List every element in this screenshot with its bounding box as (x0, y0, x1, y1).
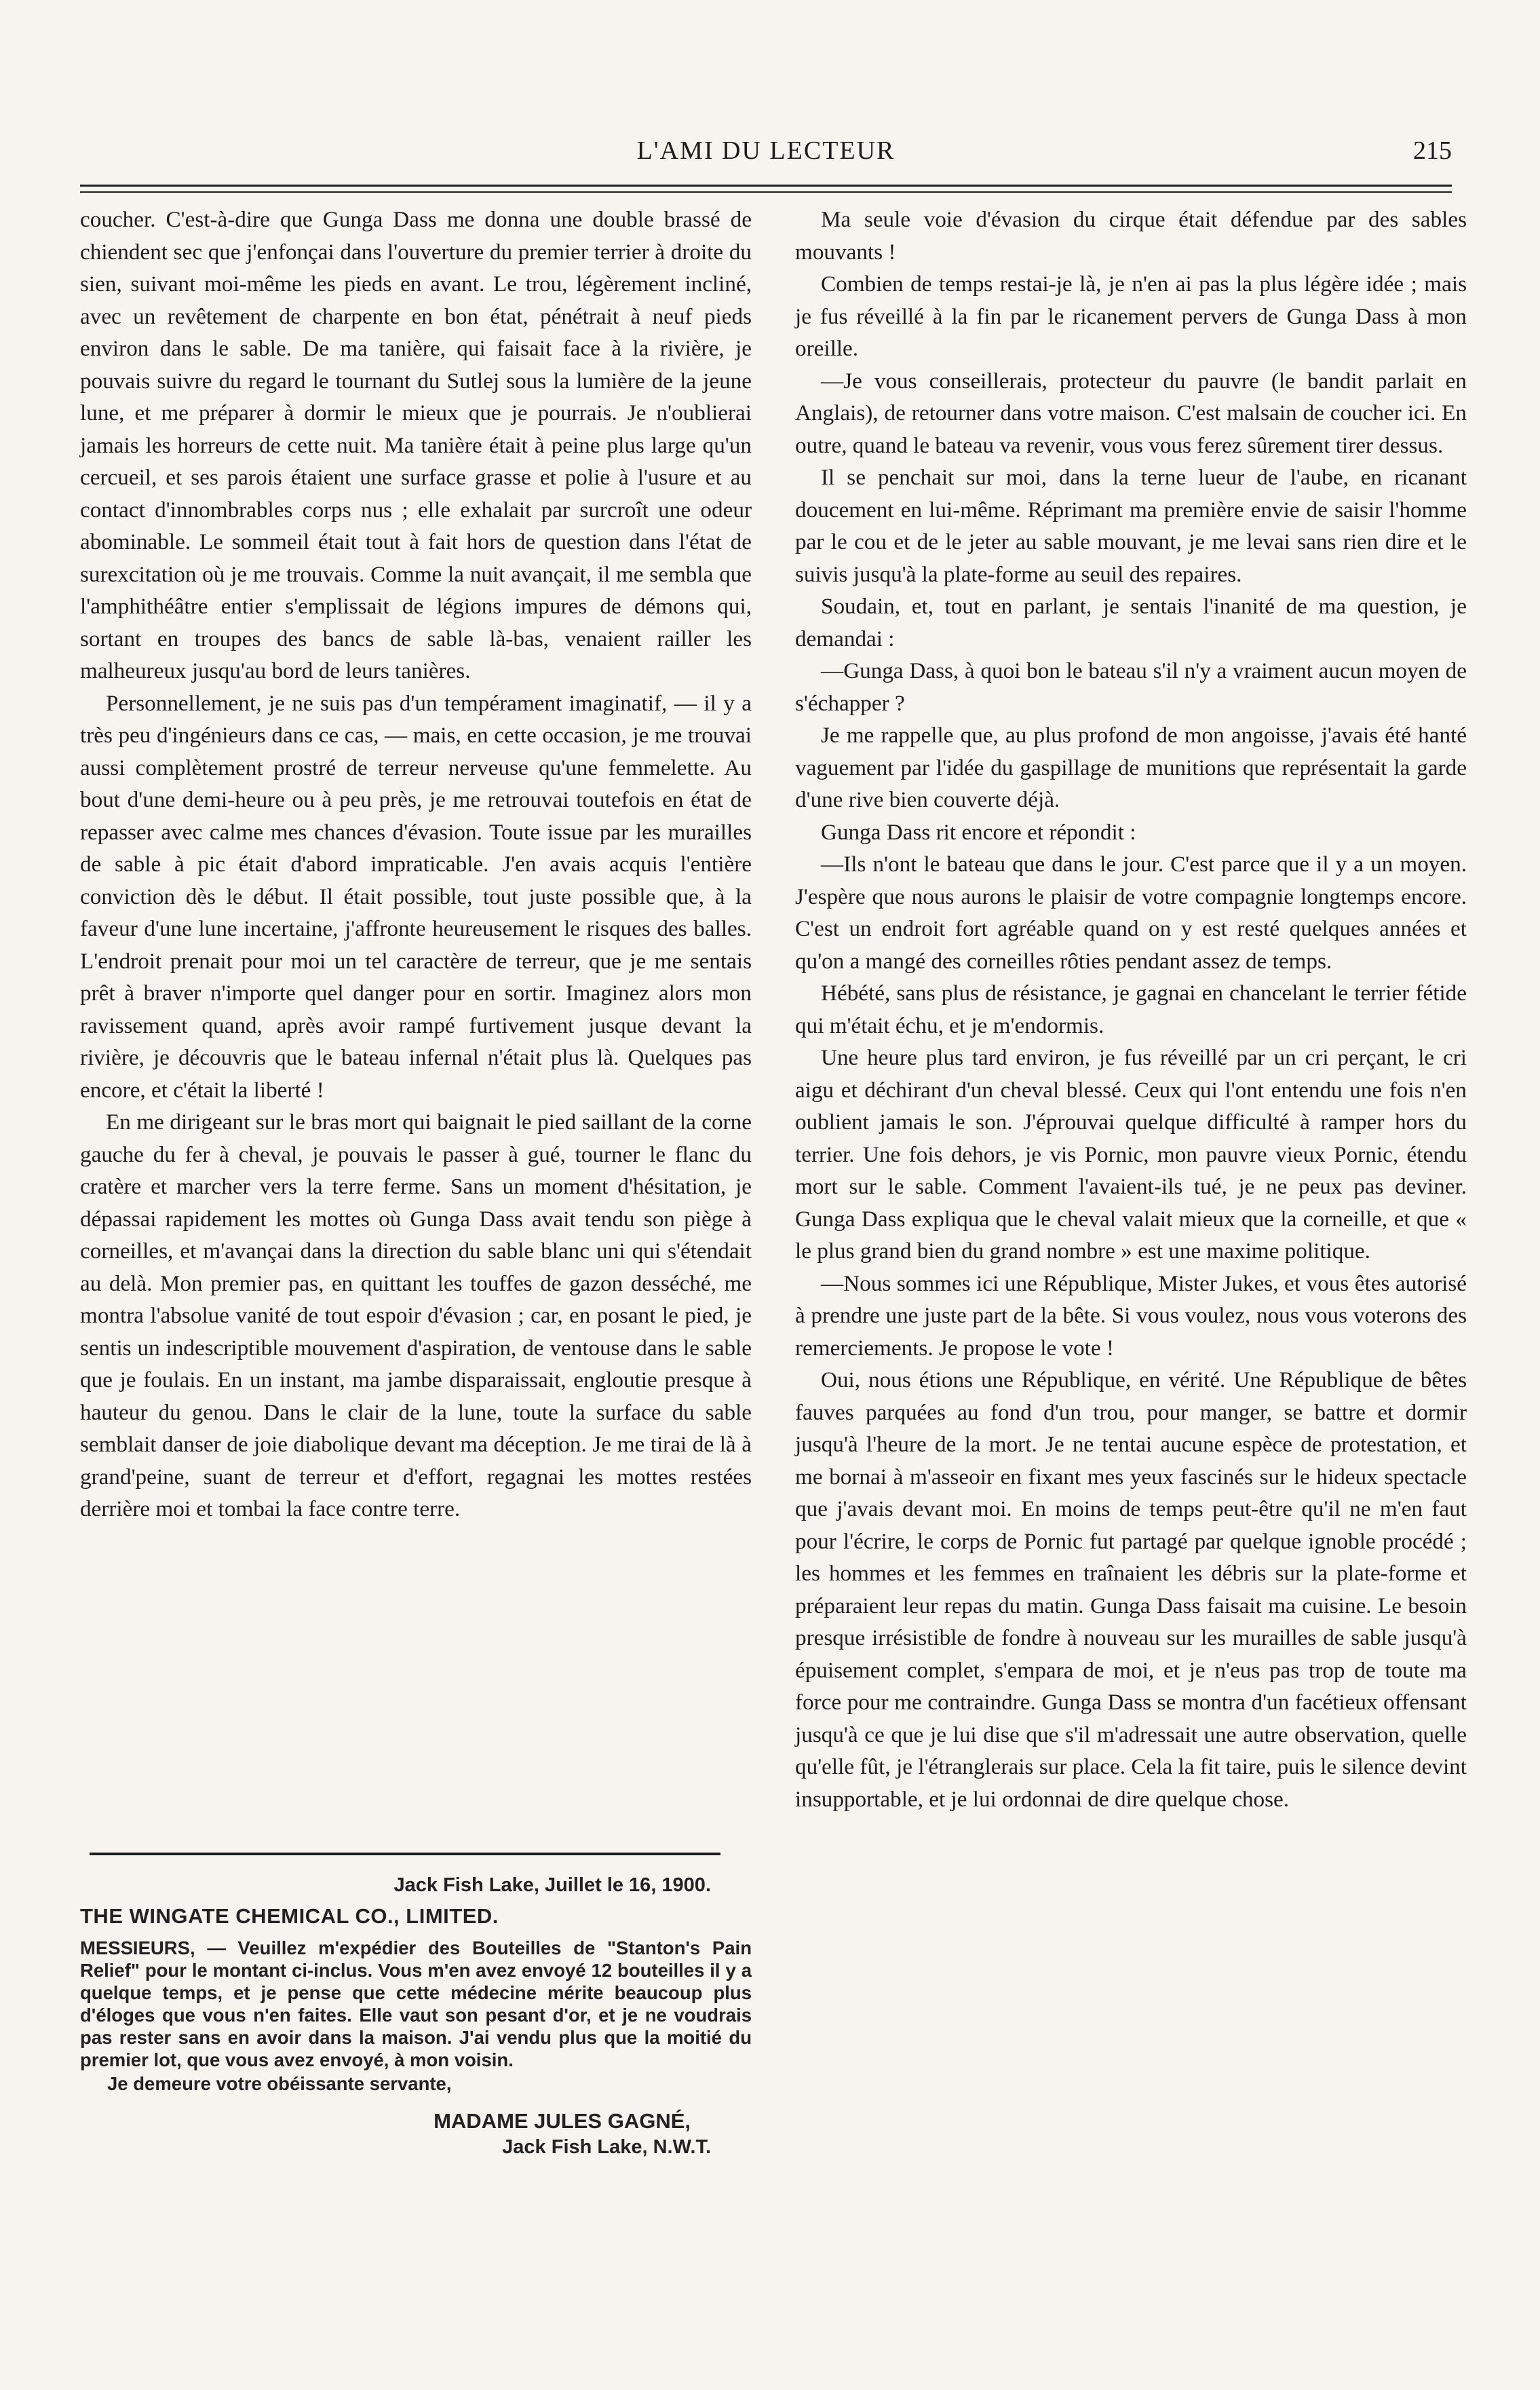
paragraph: —Ils n'ont le bateau que dans le jour. C'est parce que il y a un moyen. J'espère que nous aurons le plaisir de votre compagnie longtemps encore. C'est un endroit fort agréable quand on y est resté quelques années et qu'on a mangé des corneilles rôties pendant assez de temps. (795, 852, 1467, 974)
paragraph: En me dirigeant sur le bras mort qui baignait le pied saillant de la corne gauche du fer à cheval, je pouvais le passer à gué, tourner le flanc du cratère et marcher vers la terre ferme. Sans un moment d'hésitation, je dépassai rapidement les mottes où Gunga Dass avait tendu son piège à corneilles, et m'avançai dans la direction du sable blanc uni qui s'étendait au delà. Mon premier pas, en quittant les touffes de gazon desséché, me montra l'absolue vanité de tout espoir d'évasion ; car, en posant le pied, je sentis un indescriptible mouvement d'aspiration, de ventouse dans le sable que je foulais. En un instant, ma jambe disparaissait, engloutie presque à hauteur du genou. Dans le clair de la lune, toute la surface du sable semblait danser de joie diabolique devant ma déception. Je me tirai de là à grand'peine, suant de terreur et d'effort, regagnai les mottes restées derrière moi et tombai la face contre terre. (80, 1109, 752, 1521)
ad-letter-body: MESSIEURS, — Veuillez m'expédier des Bouteilles de "Stanton's Pain Relief" pour le montant ci-inclus. Vous m'en avez envoyé 12 bouteilles il y a quelque temps, et je pense que cette médecine mérite beaucoup plus d'éloges que vous n'en faites. Elle vaut son pesant d'or, et je ne voudrais pas rester sans en avoir dans la maison. J'ai vendu plus que la moitié du premier lot, que vous avez envoyé, à mon voisin. (80, 1937, 752, 2070)
header-rule-thick (80, 185, 1452, 187)
ad-place-date: Jack Fish Lake, Juillet le 16, 1900. (393, 1874, 711, 1896)
paragraph: Soudain, et, tout en parlant, je sentais l'inanité de ma question, je demandai : (795, 594, 1467, 651)
header-rule-thin (80, 191, 1452, 193)
right-column (795, 204, 1467, 1815)
paragraph: Hébété, sans plus de résistance, je gagnai en chancelant le terrier fétide qui m'était échu, et je m'endormis. (795, 981, 1467, 1038)
paragraph: coucher. C'est-à-dire que Gunga Dass me donna une double brassé de chiendent sec que j'enfonçai dans l'ouverture du premier terrier à droite du sien, suivant moi-même les pieds en avant. Le trou, légèrement incliné, avec un revêtement de charpente en bon état, pénétrait à neuf pieds environ dans le sable. De ma tanière, qui faisait face à la rivière, je pouvais suivre du regard le tournant du Sutlej sous la lumière de la jeune lune, et me préparer à dormir le mieux que je pourrais. Je n'oublierai jamais les horreurs de cette nuit. Ma tanière était à peine plus large qu'un cercueil, et ses parois étaient une surface grasse et polie à l'usure et au contact d'innombrables corps nus ; elle exhalait par surcroît une odeur abominable. Le sommeil était tout à fait hors de question dans l'état de surexcitation où je me trouvais. Comme la nuit avançait, il me sembla que l'amphithéâtre entier s'emplissait de légions impures de démons qui, sortant en troupes des bancs de sable là-bas, venaient railler les malheureux jusqu'au bord de leurs tanières. (80, 207, 752, 683)
paragraph: —Je vous conseillerais, protecteur du pauvre (le bandit parlait en Anglais), de retourner dans votre maison. C'est malsain de coucher ici. En outre, quand le bateau va revenir, vous vous ferez sûrement tirer dessus. (795, 368, 1467, 458)
paragraph: Oui, nous étions une République, en vérité. Une République de bêtes fauves parquées au fond d'un trou, pour manger, se battre et dormir jusqu'à l'heure de la mort. Je ne tentai aucune espèce de protestation, et me bornai à m'asseoir en fixant mes yeux fascinés sur le hideux spectacle que j'avais devant moi. En moins de temps peut-être qu'il ne m'en faut pour l'écrire, le corps de Pornic fut partagé par quelque ignoble procédé ; les hommes et les femmes en traînaient les débris sur la plate-forme et préparaient leur repas du matin. Gunga Dass faisait ma cuisine. Le besoin presque irrésistible de fondre à nouveau sur les murailles de sable jusqu'à épuisement complet, s'empara de moi, et je n'eus pas trop de toute ma force pour me contraindre. Gunga Dass se montra d'un facétieux offensant jusqu'à ce que je lui dise que s'il m'adressait une autre observation, quelle qu'elle fût, je l'étranglerais sur place. Cela la fit taire, puis le silence devint insupportable, et je lui ordonnai de dire quelque chose. (795, 1367, 1467, 1812)
ad-signer-place: Jack Fish Lake, N.W.T. (502, 2136, 711, 2158)
paragraph: Une heure plus tard environ, je fus réveillé par un cri perçant, le cri aigu et déchirant d'un cheval blessé. Ceux qui l'ont entendu une fois n'en oublient jamais le son. J'éprouvai quelque difficulté à ramper hors du terrier. Une fois dehors, je vis Pornic, mon pauvre vieux Pornic, étendu mort sur le sable. Comment l'avaient-ils tué, je ne peux pas deviner. Gunga Dass expliqua que le cheval valait mieux que la corneille, et que « le plus grand bien du grand nombre » est une maxime politique. (795, 1045, 1467, 1264)
ad-signer: MADAME JULES GAGNÉ, (434, 2109, 691, 2133)
advertisement (80, 1874, 752, 2159)
paragraph: Personnellement, je ne suis pas d'un tempérament imaginatif, — il y a très peu d'ingénieurs dans ce cas, — mais, en cette occasion, je me trouvai aussi complètement prostré de terreur nerveuse qu'une femmelette. Au bout d'une demi-heure ou à peu près, je me retrouvai toutefois en état de repasser avec calme mes chances d'évasion. Toute issue par les murailles de sable à pic était d'abord impraticable. J'en avais acquis l'entière conviction dès le début. Il était possible, tout juste possible que, à la faveur d'une lune incertaine, j'affronte heureusement le risques des balles. L'endroit prenait pour moi un tel caractère de terreur, que je me sentais prêt à braver n'importe quel danger pour en sortir. Imaginez alors mon ravissement quand, après avoir rampé furtivement jusque devant la rivière, je découvris que le bateau infernal n'était plus là. Quelques pas encore, et c'était la liberté ! (80, 690, 752, 1103)
paragraph: —Nous sommes ici une République, Mister Jukes, et vous êtes autorisé à prendre une juste part de la bête. Si vous voulez, nous vous voterons des remerciements. Je propose le vote ! (795, 1270, 1467, 1361)
ad-company: THE WINGATE CHEMICAL CO., LIMITED. (80, 1904, 499, 1928)
paragraph: Ma seule voie d'évasion du cirque était défendue par des sables mouvants ! (795, 207, 1467, 265)
page-header (80, 136, 1452, 176)
running-title: L'AMI DU LECTEUR (636, 136, 896, 165)
advertisement-rule (90, 1853, 720, 1855)
paragraph: —Gunga Dass, à quoi bon le bateau s'il n'y a vraiment aucun moyen de s'échapper ? (795, 658, 1467, 716)
paragraph: Combien de temps restai-je là, je n'en ai pas la plus légère idée ; mais je fus réveillé à la fin par le ricanement pervers de Gunga Dass à mon oreille. (795, 271, 1467, 361)
ad-closing: Je demeure votre obéissante servante, (107, 2073, 452, 2094)
paragraph: Gunga Dass rit encore et répondit : (821, 819, 1136, 845)
paragraph: Je me rappelle que, au plus profond de mon angoisse, j'avais été hanté vaguement par l'idée du gaspillage de munitions que représentait la garde d'une rive bien couverte déjà. (795, 723, 1467, 812)
left-column (80, 204, 752, 1525)
paragraph: Il se penchait sur moi, dans la terne lueur de l'aube, en ricanant doucement en lui-même. Réprimant ma première envie de saisir l'homme par le cou et de le jeter au sable mouvant, je me levai sans rien dire et le suivis jusqu'à la plate-forme au seuil des repaires. (795, 465, 1467, 587)
page-number: 215 (1413, 136, 1452, 165)
